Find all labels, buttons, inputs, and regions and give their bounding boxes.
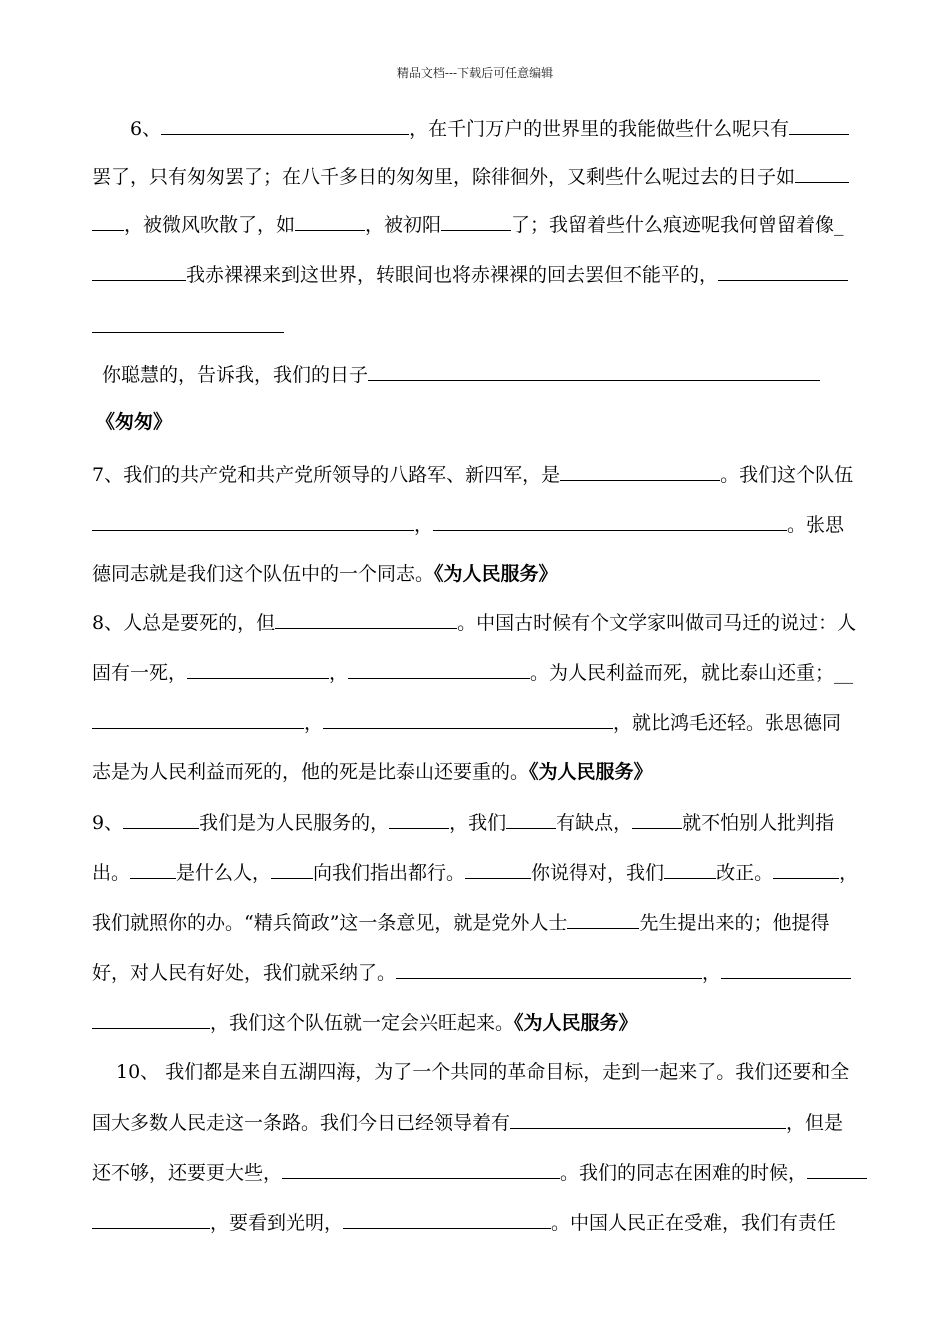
- fill-blank[interactable]: [721, 956, 851, 979]
- fill-blank[interactable]: [441, 208, 511, 231]
- line-text: 我们是为人民服务的，: [199, 812, 390, 834]
- line-text: 是什么人，: [176, 862, 272, 884]
- fill-blank[interactable]: [389, 806, 449, 829]
- document-line: [92, 558, 558, 590]
- fill-blank[interactable]: [92, 258, 186, 281]
- line-text: ，被初阳: [365, 214, 442, 236]
- fill-blank[interactable]: [271, 856, 313, 879]
- fill-blank[interactable]: [92, 508, 414, 531]
- document-line: [92, 310, 284, 342]
- fill-blank[interactable]: [664, 856, 716, 879]
- document-line: [130, 112, 849, 144]
- source-title: 《匆匆》: [96, 411, 173, 433]
- line-text: 改正。: [716, 862, 774, 884]
- line-text: 先生提出来的；他提得: [639, 912, 830, 934]
- line-text: 我赤裸裸来到这世界，转眼间也将赤裸裸的回去罢但不能平的，: [186, 264, 719, 286]
- line-text: 。张思: [787, 514, 845, 536]
- fill-blank[interactable]: [433, 508, 787, 531]
- line-text: 还不够，还要更大些，: [92, 1162, 283, 1184]
- line-text: ，但是: [786, 1112, 844, 1134]
- line-text: ，: [329, 662, 349, 684]
- line-text: 8、人总是要死的，但: [92, 612, 276, 634]
- line-text: 你说得对，我们: [531, 862, 665, 884]
- fill-blank[interactable]: [773, 856, 839, 879]
- document-line: [92, 208, 844, 240]
- document-line: [92, 160, 849, 192]
- line-text: 了；我留着些什么痕迹呢我何曾留着像_: [511, 214, 844, 236]
- fill-blank[interactable]: [130, 856, 176, 879]
- fill-blank[interactable]: [92, 1206, 210, 1229]
- fill-blank[interactable]: [92, 310, 284, 333]
- document-line: [92, 906, 829, 938]
- line-text: ，: [702, 962, 722, 984]
- fill-blank[interactable]: [161, 112, 409, 135]
- fill-blank[interactable]: [348, 656, 530, 679]
- line-text: ，: [414, 514, 434, 536]
- document-line: [92, 1006, 638, 1038]
- fill-blank[interactable]: [92, 1006, 210, 1029]
- document-line: [92, 458, 853, 490]
- line-text: 国大多数人民走这一条路。我们今日已经领导着有: [92, 1112, 511, 1134]
- fill-blank[interactable]: [795, 160, 849, 183]
- document-line: [92, 806, 834, 838]
- source-title: 《为人民服务》: [529, 761, 653, 783]
- line-text: 你聪慧的，告诉我，我们的日子: [102, 364, 369, 386]
- fill-blank[interactable]: [282, 1156, 560, 1179]
- fill-blank[interactable]: [396, 956, 702, 979]
- document-line: [92, 606, 856, 638]
- fill-blank[interactable]: [323, 706, 613, 729]
- fill-blank[interactable]: [560, 458, 720, 481]
- line-text: 志是为人民利益而死的，他的死是比泰山还要重的。: [92, 761, 530, 783]
- fill-blank[interactable]: [465, 856, 531, 879]
- line-text: ，要看到光明，: [210, 1212, 344, 1234]
- line-text: 10、 我们都是来自五湖四海，为了一个共同的革命目标，走到一起来了。我们还要和全: [116, 1061, 850, 1083]
- document-line: [96, 406, 172, 438]
- line-text: 出。: [92, 862, 131, 884]
- document-line: [116, 1056, 849, 1088]
- line-text: 7、我们的共产党和共产党所领导的八路军、新四军，是: [92, 464, 561, 486]
- document-line: [102, 358, 820, 390]
- fill-blank[interactable]: [506, 806, 556, 829]
- line-text: 我们就照你的办。“精兵简政”这一条意见，就是党外人士: [92, 912, 568, 934]
- fill-blank[interactable]: [368, 358, 820, 381]
- document-line: [92, 1106, 843, 1138]
- line-text: 向我们指出都行。: [313, 862, 466, 884]
- document-line: [92, 1206, 836, 1238]
- line-text: ，我们这个队伍就一定会兴旺起来。: [210, 1012, 515, 1034]
- fill-blank[interactable]: [295, 208, 365, 231]
- source-title: 《为人民服务》: [434, 563, 558, 585]
- document-line: [92, 1156, 867, 1188]
- line-text: 6、: [130, 118, 162, 140]
- fill-blank[interactable]: [123, 806, 199, 829]
- fill-blank[interactable]: [718, 258, 848, 281]
- line-text: 固有一死，: [92, 662, 188, 684]
- fill-blank[interactable]: [807, 1156, 867, 1179]
- fill-blank[interactable]: [567, 906, 639, 929]
- fill-blank[interactable]: [632, 806, 682, 829]
- document-line: [92, 258, 848, 290]
- line-text: ，: [839, 862, 859, 884]
- fill-blank[interactable]: [789, 112, 849, 135]
- document-line: [92, 706, 841, 738]
- line-text: 9、: [92, 812, 124, 834]
- line-text: ，被微风吹散了，如: [124, 214, 296, 236]
- line-text: 。我们这个队伍: [720, 464, 854, 486]
- line-text: ，我们: [449, 812, 507, 834]
- line-text: 。中国人民正在受难，我们有责任: [551, 1212, 837, 1234]
- fill-blank[interactable]: [510, 1106, 786, 1129]
- line-text: 德同志就是我们这个队伍中的一个同志。: [92, 563, 435, 585]
- fill-blank[interactable]: [275, 606, 457, 629]
- document-line: [92, 508, 844, 540]
- line-text: 有缺点，: [556, 812, 633, 834]
- document-line: [92, 656, 853, 688]
- line-text: ，在千门万户的世界里的我能做些什么呢只有: [409, 118, 790, 140]
- line-text: 。我们的同志在困难的时候，: [560, 1162, 808, 1184]
- line-text: 就不怕别人批判指: [682, 812, 835, 834]
- fill-blank[interactable]: [92, 706, 304, 729]
- document-line: [92, 756, 653, 788]
- fill-blank[interactable]: [187, 656, 329, 679]
- fill-blank[interactable]: [92, 208, 124, 231]
- line-text: 。为人民利益而死，就比泰山还重；__: [530, 662, 854, 684]
- line-text: 。中国古时候有个文学家叫做司马迁的说过：人: [457, 612, 857, 634]
- line-text: ，就比鸿毛还轻。张思德同: [613, 712, 842, 734]
- line-text: 罢了，只有匆匆罢了；在八千多日的匆匆里，除徘徊外，又剩些什么呢过去的日子如: [92, 166, 796, 188]
- document-line: [92, 956, 851, 988]
- fill-blank[interactable]: [343, 1206, 551, 1229]
- document-line: [92, 856, 858, 888]
- page-header: 精品文档---下载后可任意编辑: [396, 66, 554, 80]
- line-text: ，: [304, 712, 324, 734]
- line-text: 好，对人民有好处，我们就采纳了。: [92, 962, 397, 984]
- source-title: 《为人民服务》: [514, 1012, 638, 1034]
